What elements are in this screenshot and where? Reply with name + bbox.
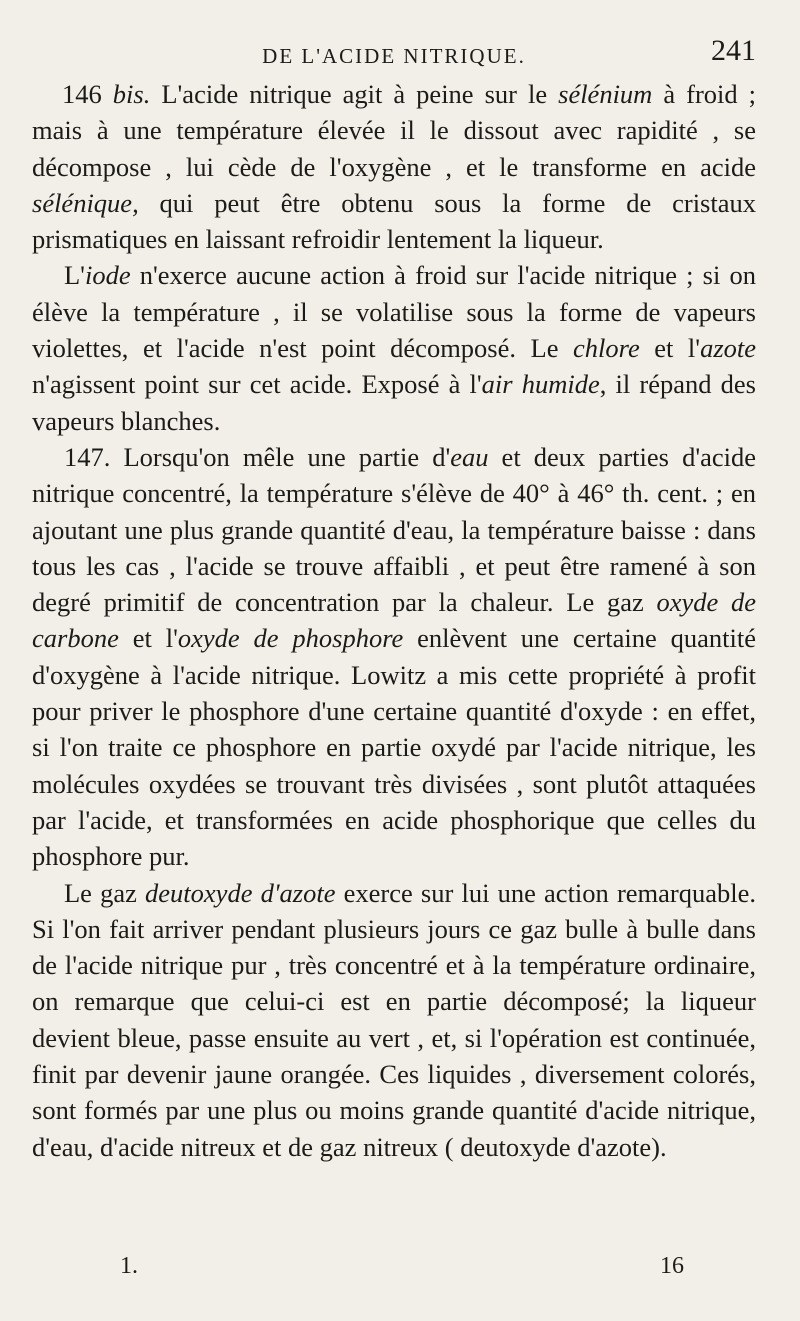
- paragraph-iode: [32, 257, 756, 438]
- section-suffix: bis.: [112, 79, 151, 109]
- term-air-humide: air humide: [481, 369, 600, 400]
- text-run: et deux parties d'acide nitrique concentré, la température s'élève de 40° à 46° th. cent. ; en ajoutant une plus grande quantité d'eau, la température baisse : dans tous les cas , l'acide se trouve affaibli , et peut être ramené à son degré primitif de concentration par la chaleur. Le gaz: [32, 441, 756, 618]
- running-title: DE L'ACIDE NITRIQUE.: [262, 44, 526, 68]
- text-run: n'exerce aucune action à froid sur l'acide nitrique ; si on élève la température , il se volatilise sous la forme de vapeurs violettes, et l'acide n'est point décomposé. Le: [32, 260, 756, 364]
- page-number: 241: [711, 34, 756, 67]
- paragraph-147: [32, 439, 756, 875]
- gathering-number: 16: [660, 1253, 684, 1279]
- term-selenium: sélénium: [558, 79, 653, 109]
- signature-mark: 1.: [120, 1253, 138, 1279]
- term-selenique: sélénique,: [32, 187, 139, 218]
- text-run: et l': [639, 333, 701, 364]
- text-run: qui peut être obtenu sous la forme de cristaux prismatiques en laissant refroidir lentement la liqueur.: [32, 187, 756, 255]
- term-deutoxyde-d-azote: deutoxyde d'azote: [145, 877, 336, 908]
- term-iode: iode: [84, 260, 131, 291]
- paragraph-146-bis: [32, 76, 756, 257]
- term-chlore: chlore: [573, 333, 640, 364]
- text-run: Le gaz: [64, 877, 146, 908]
- text-run: et l': [118, 623, 178, 654]
- text-run: enlèvent une certaine quantité d'oxygène à l'acide nitrique. Lowitz a mis cette propriété à profit pour priver le phosphore d'une certaine quantité d'oxyde : en effet, si l'on traite ce phosphore en partie oxydé par l'acide nitrique, les molécules oxydées se trouvant très divisées , sont plutôt attaquées par l'acide, et transformées en acide phosphorique que celles du phosphore pur.: [32, 623, 757, 872]
- paragraph-deutoxyde: [32, 875, 756, 1165]
- text-run: L'acide nitrique agit à peine sur le: [150, 79, 559, 109]
- term-oxyde-de-phosphore: oxyde de phosphore: [177, 623, 404, 654]
- page-footer: [120, 1253, 684, 1289]
- section-number: 146: [62, 79, 113, 109]
- text-run: exerce sur lui une action remarquable. Si l'on fait arriver pendant plusieurs jours ce gaz bulle à bulle dans de l'acide nitrique pur , très concentré et à la température ordinaire, on remarque que celui-ci est en partie décomposé; la liqueur devient bleue, passe ensuite au vert , et, si l'opération est continuée, finit par devenir jaune orangée. Ces liquides , diversement colorés, sont formés par une plus ou moins grande quantité d'acide nitrique, d'eau, d'acide nitreux et de gaz nitreux ( deutoxyde d'azote).: [32, 877, 756, 1162]
- term-eau: eau: [450, 441, 489, 472]
- body-text: [32, 76, 756, 1165]
- text-run: , il répand des vapeurs blanches.: [32, 369, 756, 436]
- text-run: 147. Lorsqu'on mêle une partie d': [64, 441, 451, 472]
- text-run: L': [64, 260, 85, 291]
- term-oxyde-de-carbone: oxyde de carbone: [32, 587, 756, 654]
- term-azote: azote: [700, 333, 756, 364]
- text-run: n'agissent point sur cet acide. Exposé à l': [32, 369, 482, 400]
- page-header: [32, 30, 756, 76]
- text-run: à froid ; mais à une température élevée il le dissout avec rapidité , se décompose , lui cède de l'oxygène , et le transforme en acide: [32, 79, 757, 182]
